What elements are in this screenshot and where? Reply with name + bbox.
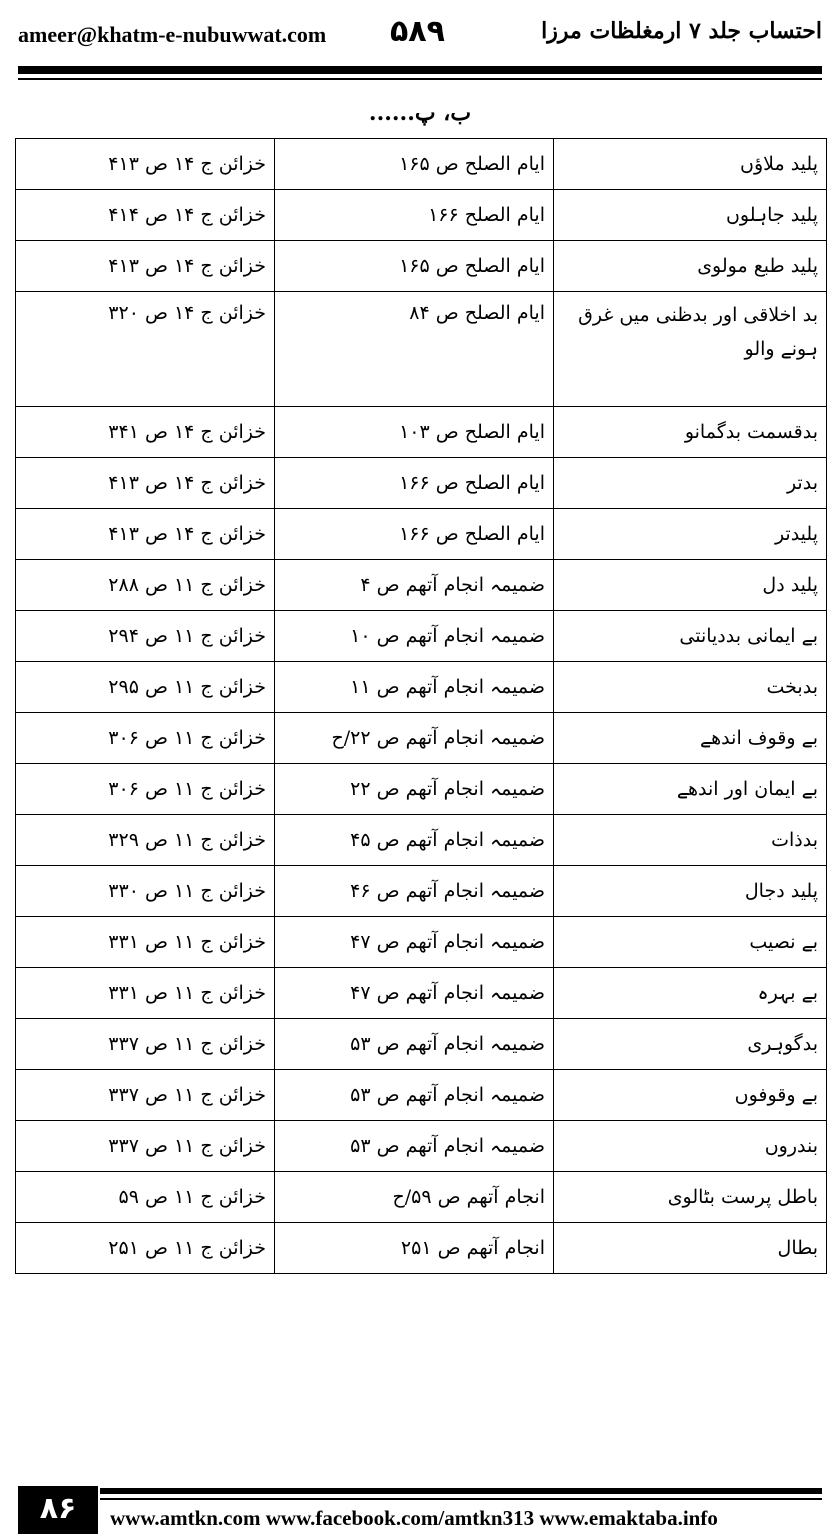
- reference-cell: خزائن ج ۱۴ ص ۴۱۴: [16, 190, 275, 241]
- footer-rule-thick: [100, 1488, 822, 1494]
- footer-rule-thin: [100, 1498, 822, 1500]
- footer-page-tab: ۸۶: [18, 1486, 98, 1534]
- entry-word-cell: پلید دل: [554, 560, 827, 611]
- reference-cell: خزائن ج ۱۱ ص ۲۹۵: [16, 662, 275, 713]
- reference-cell: خزائن ج ۱۱ ص ۳۳۱: [16, 917, 275, 968]
- table-row: [16, 509, 827, 560]
- entry-word-cell: بے وقوفوں: [554, 1070, 827, 1121]
- reference-cell: خزائن ج ۱۱ ص ۵۹: [16, 1172, 275, 1223]
- entry-word-cell: بے نصیب: [554, 917, 827, 968]
- entry-word-cell: پلید جاہلوں: [554, 190, 827, 241]
- source-cell: ضمیمہ انجام آتھم ص ۴: [275, 560, 554, 611]
- source-cell: ایام الصلح ص ۱۰۳: [275, 407, 554, 458]
- table-row: [16, 662, 827, 713]
- reference-cell: خزائن ج ۱۱ ص ۳۰۶: [16, 764, 275, 815]
- entry-word-cell: باطل پرست بٹالوی: [554, 1172, 827, 1223]
- reference-cell: خزائن ج ۱۱ ص ۳۳۷: [16, 1019, 275, 1070]
- source-cell: انجام آتھم ص ۵۹/ح: [275, 1172, 554, 1223]
- source-cell: ضمیمہ انجام آتھم ص ۲۲/ح: [275, 713, 554, 764]
- entry-word-cell: پلیدتر: [554, 509, 827, 560]
- source-cell: ایام الصلح ص ۸۴: [275, 292, 554, 407]
- header-rule-thick: [18, 66, 822, 74]
- table-row: [16, 241, 827, 292]
- source-cell: ضمیمہ انجام آتھم ص ۵۳: [275, 1019, 554, 1070]
- reference-cell: خزائن ج ۱۱ ص ۲۸۸: [16, 560, 275, 611]
- table-row: [16, 1070, 827, 1121]
- reference-cell: خزائن ج ۱۴ ص ۳۴۱: [16, 407, 275, 458]
- source-cell: ضمیمہ انجام آتھم ص ۵۳: [275, 1121, 554, 1172]
- table-row: [16, 866, 827, 917]
- source-cell: ضمیمہ انجام آتھم ص ۴۷: [275, 968, 554, 1019]
- reference-cell: خزائن ج ۱۱ ص ۳۳۱: [16, 968, 275, 1019]
- table-row: [16, 1121, 827, 1172]
- reference-cell: خزائن ج ۱۱ ص ۳۳۷: [16, 1070, 275, 1121]
- entry-word-cell: پلید دجال: [554, 866, 827, 917]
- header-email[interactable]: ameer@khatm-e-nubuwwat.com: [18, 22, 327, 47]
- source-cell: ضمیمہ انجام آتھم ص ۲۲: [275, 764, 554, 815]
- source-cell: ضمیمہ انجام آتھم ص ۱۰: [275, 611, 554, 662]
- source-cell: ایام الصلح ص ۱۶۵: [275, 241, 554, 292]
- entry-word-cell: بدبخت: [554, 662, 827, 713]
- table-row: [16, 458, 827, 509]
- source-cell: ضمیمہ انجام آتھم ص ۵۳: [275, 1070, 554, 1121]
- section-heading: ب، پ......: [368, 100, 472, 126]
- reference-cell: خزائن ج ۱۱ ص ۲۵۱: [16, 1223, 275, 1274]
- entry-word-cell: بدقسمت بدگمانو: [554, 407, 827, 458]
- index-table-body: [16, 139, 827, 1274]
- table-row: [16, 815, 827, 866]
- header-rule-thin: [18, 78, 822, 80]
- reference-cell: خزائن ج ۱۱ ص ۳۳۰: [16, 866, 275, 917]
- table-row: [16, 611, 827, 662]
- source-cell: انجام آتھم ص ۲۵۱: [275, 1223, 554, 1274]
- entry-word-cell: پلید ملاؤں: [554, 139, 827, 190]
- reference-cell: خزائن ج ۱۱ ص ۳۰۶: [16, 713, 275, 764]
- source-cell: ایام الصلح ۱۶۶: [275, 190, 554, 241]
- entry-word-cell: بے وقوف اندھے: [554, 713, 827, 764]
- source-cell: ضمیمہ انجام آتھم ص ۱۱: [275, 662, 554, 713]
- table-row: [16, 917, 827, 968]
- book-title: احتساب جلد ۷ ارمغلظات مرزا: [541, 18, 822, 44]
- source-cell: ضمیمہ انجام آتھم ص ۴۵: [275, 815, 554, 866]
- entry-word-cell: بدذات: [554, 815, 827, 866]
- entry-word-cell: بے ایمان اور اندھے: [554, 764, 827, 815]
- reference-cell: خزائن ج ۱۴ ص ۴۱۳: [16, 458, 275, 509]
- entry-word-cell: بدگوہری: [554, 1019, 827, 1070]
- entry-word-cell: بدتر: [554, 458, 827, 509]
- page-number: ۵۸۹: [390, 14, 445, 49]
- entry-word-cell: پلید طبع مولوی: [554, 241, 827, 292]
- reference-cell: خزائن ج ۱۴ ص ۴۱۳: [16, 241, 275, 292]
- table-row: [16, 292, 827, 407]
- source-cell: ایام الصلح ص ۱۶۶: [275, 509, 554, 560]
- reference-cell: خزائن ج ۱۴ ص ۴۱۳: [16, 509, 275, 560]
- reference-cell: خزائن ج ۱۱ ص ۳۲۹: [16, 815, 275, 866]
- entry-word-cell: بے ایمانی بددیانتی: [554, 611, 827, 662]
- table-row: [16, 139, 827, 190]
- reference-cell: خزائن ج ۱۴ ص ۳۲۰: [16, 292, 275, 407]
- table-row: [16, 190, 827, 241]
- reference-cell: خزائن ج ۱۱ ص ۲۹۴: [16, 611, 275, 662]
- entry-word-cell: بطال: [554, 1223, 827, 1274]
- table-row: [16, 1223, 827, 1274]
- table-row: [16, 764, 827, 815]
- source-cell: ایام الصلح ص ۱۶۵: [275, 139, 554, 190]
- reference-cell: خزائن ج ۱۱ ص ۳۳۷: [16, 1121, 275, 1172]
- source-cell: ایام الصلح ص ۱۶۶: [275, 458, 554, 509]
- table-row: [16, 968, 827, 1019]
- entry-word-cell: بندروں: [554, 1121, 827, 1172]
- entry-word-cell: بد اخلاقی اور بدظنی میں غرق ہونے والو: [554, 292, 827, 407]
- table-row: [16, 560, 827, 611]
- source-cell: ضمیمہ انجام آتھم ص ۴۷: [275, 917, 554, 968]
- page-header: [18, 14, 822, 60]
- footer-links[interactable]: www.amtkn.com www.facebook.com/amtkn313 www.emaktaba.info: [110, 1506, 718, 1530]
- index-table: [15, 138, 827, 1274]
- reference-cell: خزائن ج ۱۴ ص ۴۱۳: [16, 139, 275, 190]
- entry-word-cell: بے بہرہ: [554, 968, 827, 1019]
- table-row: [16, 1172, 827, 1223]
- table-row: [16, 1019, 827, 1070]
- table-row: [16, 407, 827, 458]
- source-cell: ضمیمہ انجام آتھم ص ۴۶: [275, 866, 554, 917]
- table-row: [16, 713, 827, 764]
